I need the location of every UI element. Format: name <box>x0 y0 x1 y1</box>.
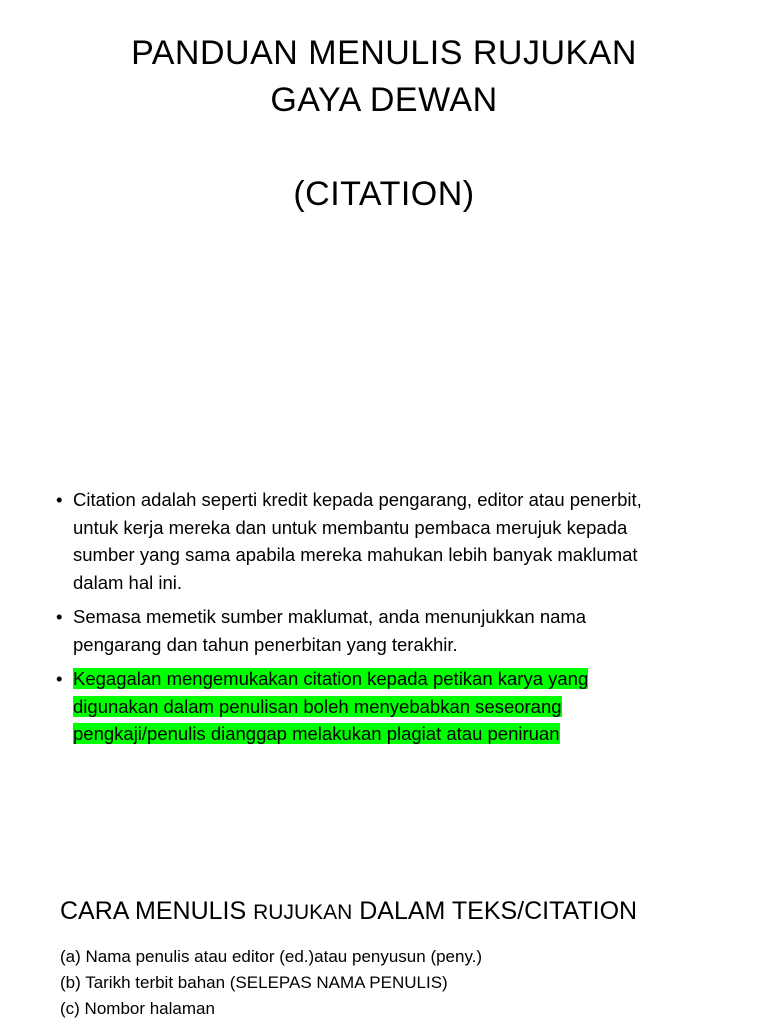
highlighted-line: pengkaji/penulis dianggap melakukan plagiat atau peniruan <box>73 723 560 744</box>
section-heading-part: CARA MENULIS <box>60 897 254 925</box>
highlighted-line: Kegagalan mengemukakan citation kepada petikan karya yang <box>73 668 589 689</box>
bullet-item-quoting <box>56 603 726 658</box>
criteria-item-author: (a) Nama penulis atau editor (ed.)atau penyusun (peny.) <box>60 947 483 966</box>
title-line-1: PANDUAN MENULIS RUJUKAN <box>131 34 637 72</box>
highlighted-line: digunakan dalam penulisan boleh menyebabkan seseorang <box>73 695 562 717</box>
section-heading <box>60 893 760 931</box>
section-heading-part: DALAM TEKS/CITATION <box>352 897 638 925</box>
title-line-3: (CITATION) <box>293 175 475 213</box>
bullet-item-plagiarism-warning <box>56 665 726 748</box>
citation-bullet-list <box>56 486 726 755</box>
criteria-item-page: (c) Nombor halaman <box>60 999 215 1018</box>
bullet-line: Semasa memetik sumber maklumat, anda menunjukkan nama <box>73 606 587 627</box>
title-spacer <box>0 124 768 171</box>
bullet-line: dalam hal ini. <box>73 571 183 593</box>
bullet-item-definition <box>56 486 726 596</box>
bullet-line: pengarang dan tahun penerbitan yang terakhir. <box>73 633 458 655</box>
section-heading-part: RUJUKAN <box>253 901 353 924</box>
bullet-line: sumber yang sama apabila mereka mahukan lebih banyak maklumat <box>73 544 638 565</box>
title-line-2: GAYA DEWAN <box>270 81 498 119</box>
page-title <box>0 30 768 218</box>
citation-criteria-list <box>60 944 760 1022</box>
criteria-item-date: (b) Tarikh terbit bahan (SELEPAS NAMA PENULIS) <box>60 973 448 992</box>
bullet-line: Citation adalah seperti kredit kepada pengarang, editor atau penerbit, <box>73 489 642 510</box>
bullet-line: untuk kerja mereka dan untuk membantu pembaca merujuk kepada <box>73 516 628 538</box>
